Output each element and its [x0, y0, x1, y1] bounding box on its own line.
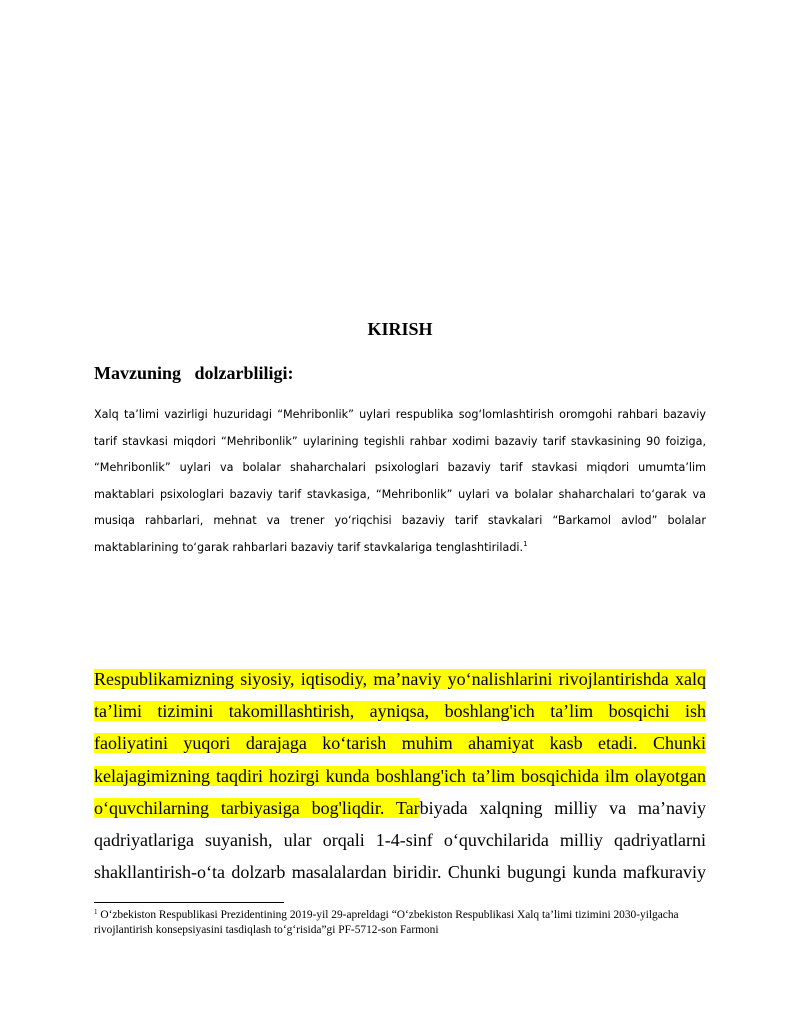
section-heading: KIRISH: [367, 319, 433, 339]
section-subheading: Mavzuning dolzarbliligi:: [94, 363, 294, 383]
paragraph-2-text: biyada xalqning milliy va ma’naviy qadriyatlariga suyanish, ular orqali 1-4-sinf o‘quvchilarida milliy qadriyatlarni shakllantirish-o‘ta dolzarb masalalardan biridir. Chunki bugungi kunda mafkuraviy: [94, 797, 706, 883]
footnote-reference: 1: [523, 539, 528, 548]
highlighted-text: Respublikamizning siyosiy, iqtisodiy, ma’naviy yo‘nalishlarini rivojlantirishda xalq ta’limi tizimini takomillashtirish, ayniqsa, boshlang'ich ta’lim bosqichi ish faoliyatini yuqori darajaga ko‘tarish muhim ahamiyat kasb etadi. Chunki kelajagimizning taqdiri hozirgi kunda boshlang'ich ta’lim bosqichida ilm olayotgan o‘quvchilarning tarbiyasiga bog'liqdir. Tar: [94, 669, 706, 818]
paragraph-2: [94, 663, 706, 888]
footnote: [94, 908, 706, 938]
footnote-separator: [94, 902, 284, 903]
paragraph-1-text: Xalq ta’limi vazirligi huzuridagi “Mehribonlik” uylari respublika sog‘lomlashtirish oromgohi rahbari bazaviy tarif stavkasi miqdori “Mehribonlik” uylarining tegishli rahbar xodimi bazaviy tarif stavkasining 90 foiziga, “Mehribonlik” uylari va bolalar shaharchalari psixologlari bazaviy tarif stavkasi miqdori umumta’lim maktablari psixologlari bazaviy tarif stavkasiga, “Mehribonlik” uylari va bolalar shaharchalari to‘garak va musiqa rahbarlari, mehnat va trener yo‘riqchisi bazaviy tarif stavkalari “Barkamol avlod” bolalar maktablarining to‘garak rahbarlari bazaviy tarif stavkalariga tenglashtiriladi.: [94, 408, 706, 554]
footnote-number: 1: [94, 908, 98, 916]
footnote-text: O‘zbekiston Respublikasi Prezidentining 2019-yil 29-apreldagi “O‘zbekiston Respublikasi Xalq ta’limi tizimini 2030-yilgacha rivojlantirish konsepsiyasini tasdiqlash to‘g‘risida”gi PF-5712-son Farmoni: [94, 909, 679, 936]
paragraph-1: [94, 402, 706, 561]
